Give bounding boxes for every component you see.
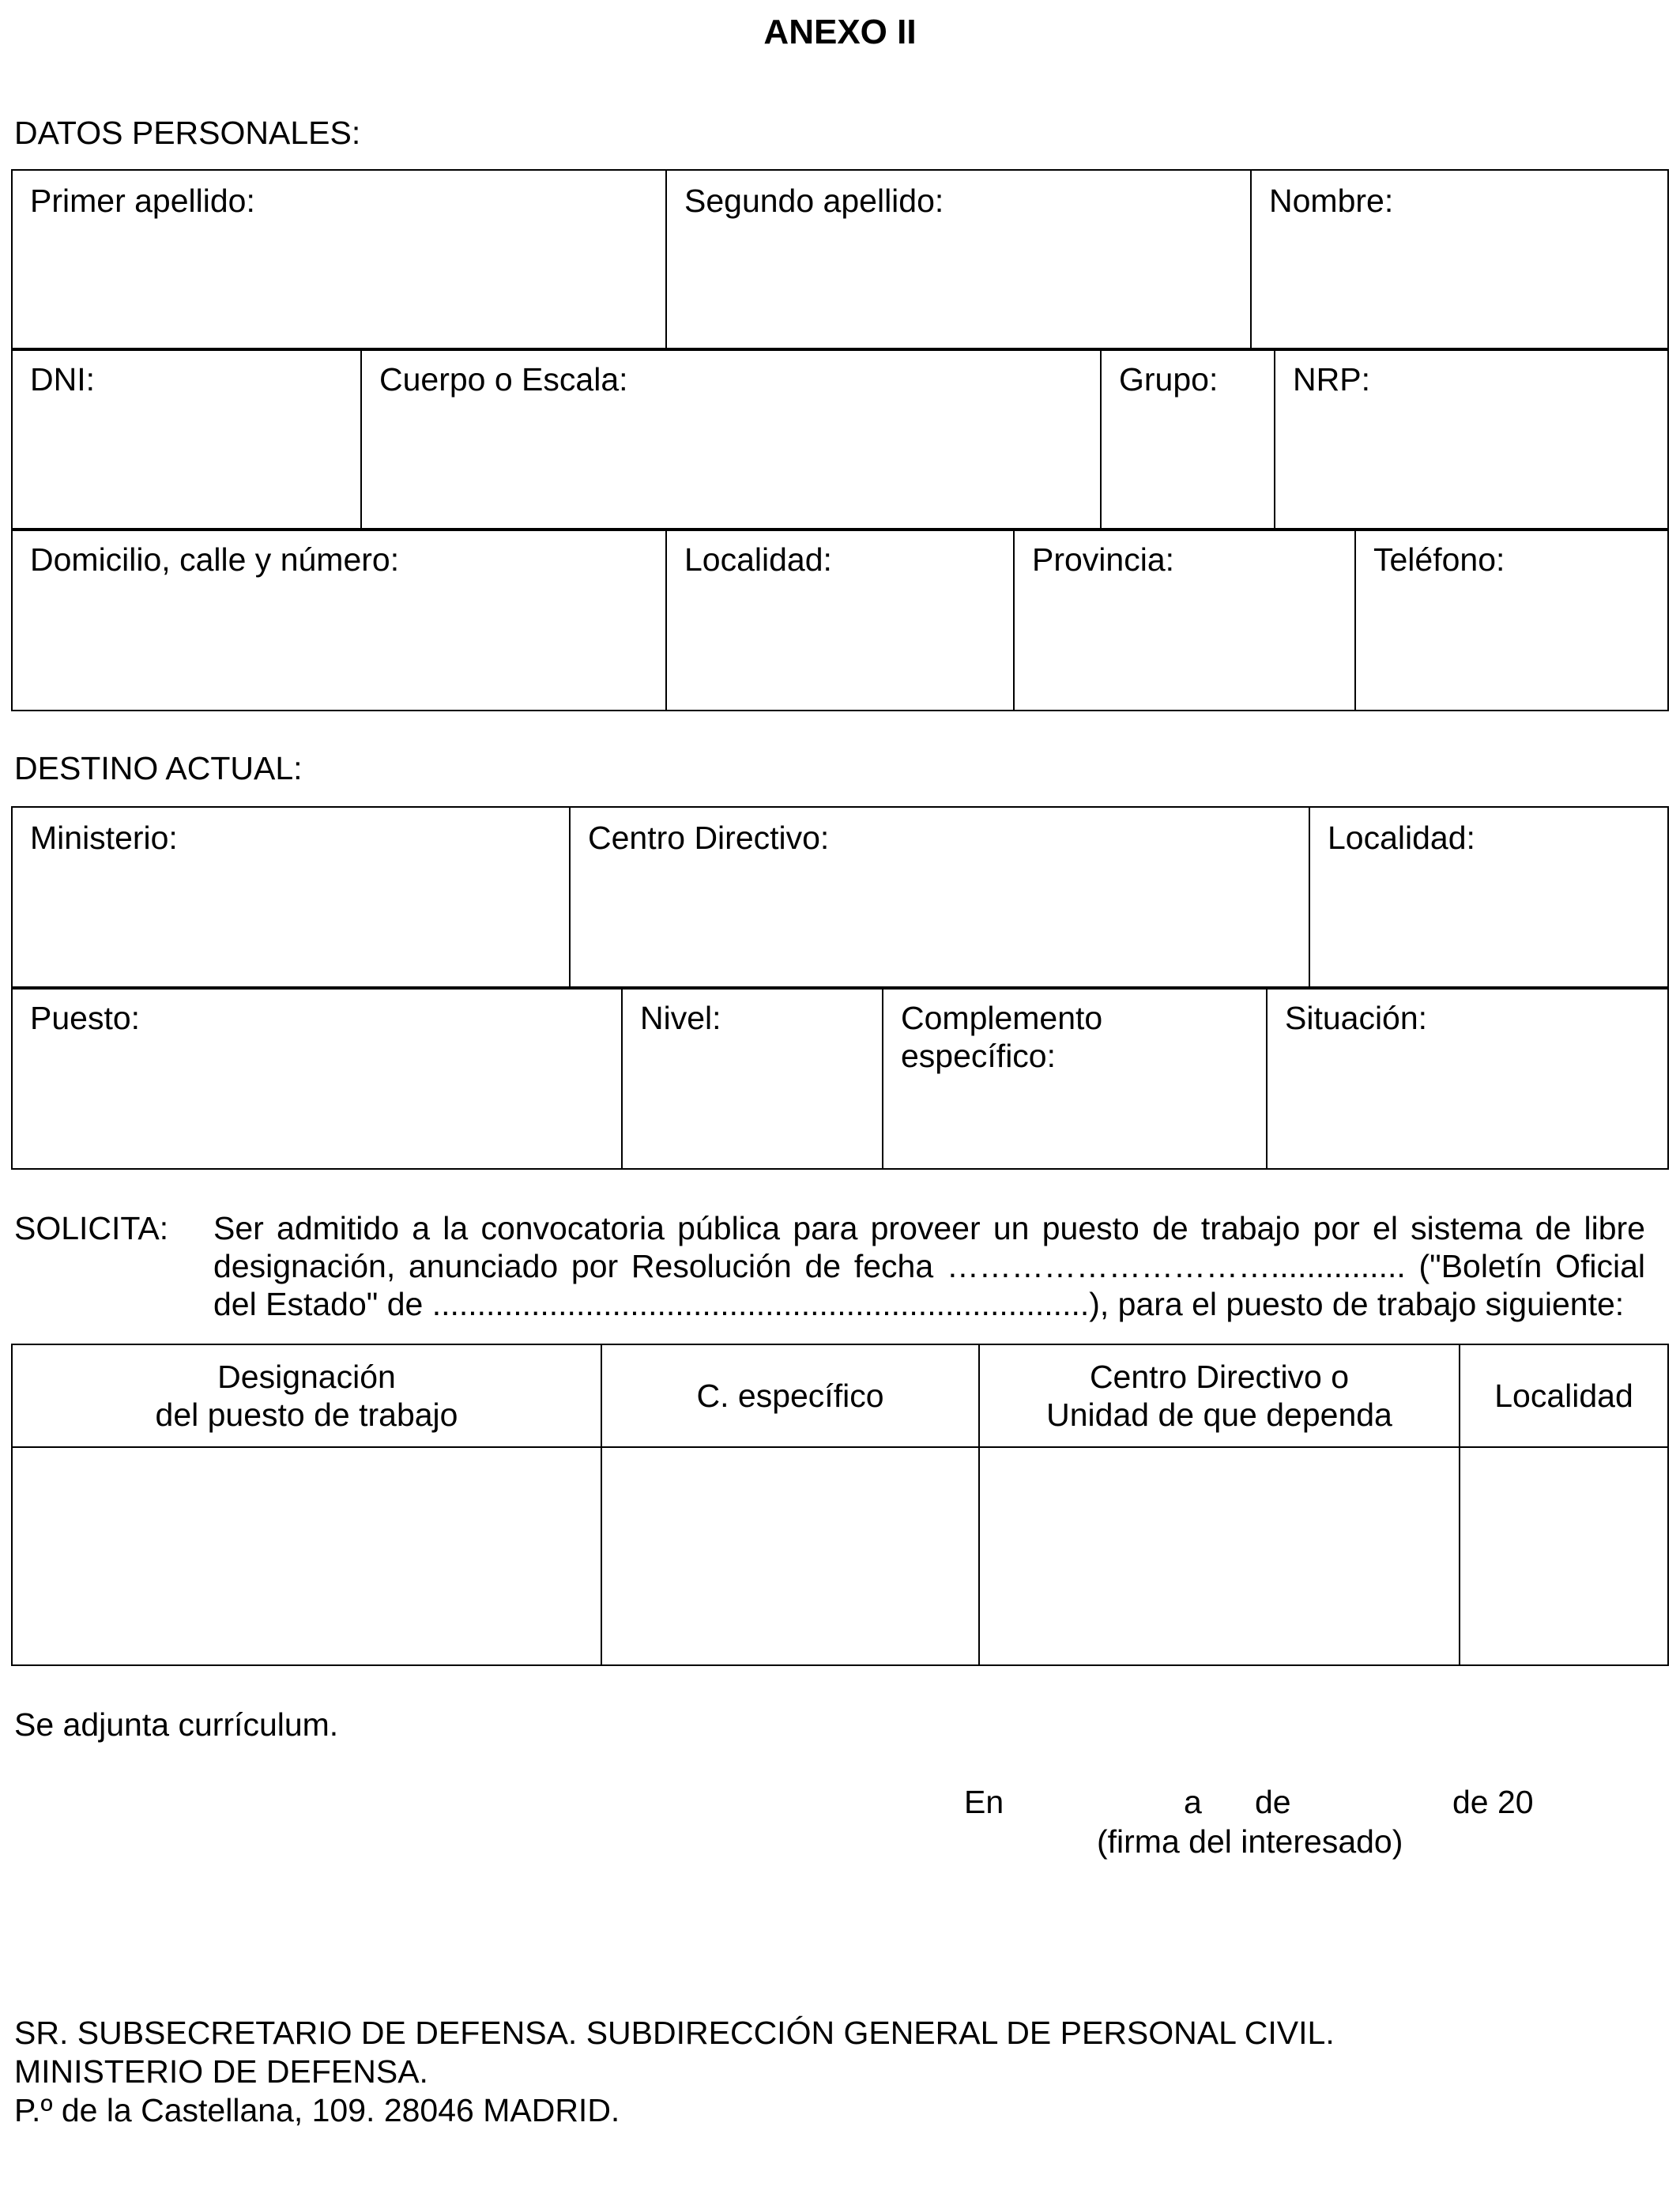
firma-de-text: de: [1255, 1784, 1291, 1820]
footer-address: [14, 2014, 1335, 2130]
firma-interesado-label: (firma del interesado): [1097, 1823, 1403, 1860]
localidad-field[interactable]: [666, 529, 1014, 711]
nivel-field[interactable]: [622, 987, 883, 1169]
datos-personales-row2: [11, 348, 1669, 531]
complemento-especifico-label: Complemento específico:: [901, 1000, 1103, 1074]
header-centro-directivo: Centro Directivo o Unidad de que dependa: [979, 1344, 1460, 1447]
firma-a-text: a: [1184, 1784, 1202, 1820]
destino-localidad-label: Localidad:: [1328, 820, 1475, 856]
header-localidad: Localidad: [1460, 1344, 1668, 1447]
firma-en-text: En: [964, 1784, 1004, 1820]
centro-directivo-label: Centro Directivo:: [588, 820, 830, 856]
primer-apellido-field[interactable]: [12, 170, 666, 350]
firma-de20-text: de 20: [1452, 1784, 1534, 1820]
domicilio-label: Domicilio, calle y número:: [30, 541, 400, 578]
designacion-cell[interactable]: [12, 1447, 601, 1665]
domicilio-field[interactable]: [12, 529, 666, 711]
segundo-apellido-field[interactable]: [666, 170, 1251, 350]
adjunta-curriculum-text: Se adjunta currículum.: [14, 1706, 339, 1743]
c-especifico-cell[interactable]: [601, 1447, 979, 1665]
solicita-label: SOLICITA:: [14, 1210, 169, 1246]
puesto-solicitado-table: [11, 1344, 1669, 1666]
nombre-label: Nombre:: [1269, 183, 1394, 219]
ministerio-field[interactable]: [12, 807, 570, 989]
footer-line-3: P.º de la Castellana, 109. 28046 MADRID.: [14, 2092, 620, 2128]
nombre-field[interactable]: [1251, 170, 1668, 350]
table-header-row: [12, 1344, 1668, 1447]
grupo-field[interactable]: [1101, 349, 1275, 530]
datos-personales-row3: [11, 528, 1669, 711]
primer-apellido-label: Primer apellido:: [30, 183, 255, 219]
provincia-field[interactable]: [1014, 529, 1355, 711]
situacion-label: Situación:: [1285, 1000, 1428, 1036]
destino-localidad-field[interactable]: [1309, 807, 1668, 989]
situacion-field[interactable]: [1267, 987, 1668, 1169]
localidad-cell[interactable]: [1460, 1447, 1668, 1665]
table-row: [12, 1447, 1668, 1665]
grupo-label: Grupo:: [1119, 361, 1219, 398]
destino-actual-row2: [11, 986, 1669, 1170]
page-title: ANEXO II: [763, 13, 917, 51]
datos-personales-row1: [11, 169, 1669, 351]
destino-actual-row1: [11, 806, 1669, 990]
header-designacion: Designación del puesto de trabajo: [12, 1344, 601, 1447]
provincia-label: Provincia:: [1032, 541, 1175, 578]
footer-line-1: SR. SUBSECRETARIO DE DEFENSA. SUBDIRECCIÓN GENERAL DE PERSONAL CIVIL.: [14, 2015, 1335, 2051]
nrp-field[interactable]: [1275, 349, 1668, 530]
dni-label: DNI:: [30, 361, 95, 398]
dni-field[interactable]: [12, 349, 361, 530]
complemento-especifico-field[interactable]: [883, 987, 1267, 1169]
datos-personales-heading: DATOS PERSONALES:: [14, 115, 361, 151]
cuerpo-escala-label: Cuerpo o Escala:: [379, 361, 628, 398]
cuerpo-escala-field[interactable]: [361, 349, 1101, 530]
header-c-especifico: C. específico: [601, 1344, 979, 1447]
ministerio-label: Ministerio:: [30, 820, 178, 856]
segundo-apellido-label: Segundo apellido:: [684, 183, 944, 219]
destino-actual-heading: DESTINO ACTUAL:: [14, 750, 303, 786]
nrp-label: NRP:: [1293, 361, 1370, 398]
centro-directivo-cell[interactable]: [979, 1447, 1460, 1665]
footer-line-2: MINISTERIO DE DEFENSA.: [14, 2053, 428, 2090]
puesto-field[interactable]: [12, 987, 622, 1169]
solicita-text: Ser admitido a la convocatoria pública para proveer un puesto de trabajo por el sistema de libre designación, anunciado por Resolución de fecha …………………………............... ("Boletín Oficial del Estado" de .........................................................................), para el puesto de trabajo siguiente:: [213, 1210, 1645, 1322]
telefono-field[interactable]: [1355, 529, 1668, 711]
nivel-label: Nivel:: [640, 1000, 721, 1036]
puesto-label: Puesto:: [30, 1000, 141, 1036]
localidad-label: Localidad:: [684, 541, 832, 578]
telefono-label: Teléfono:: [1373, 541, 1505, 578]
centro-directivo-field[interactable]: [570, 807, 1309, 989]
